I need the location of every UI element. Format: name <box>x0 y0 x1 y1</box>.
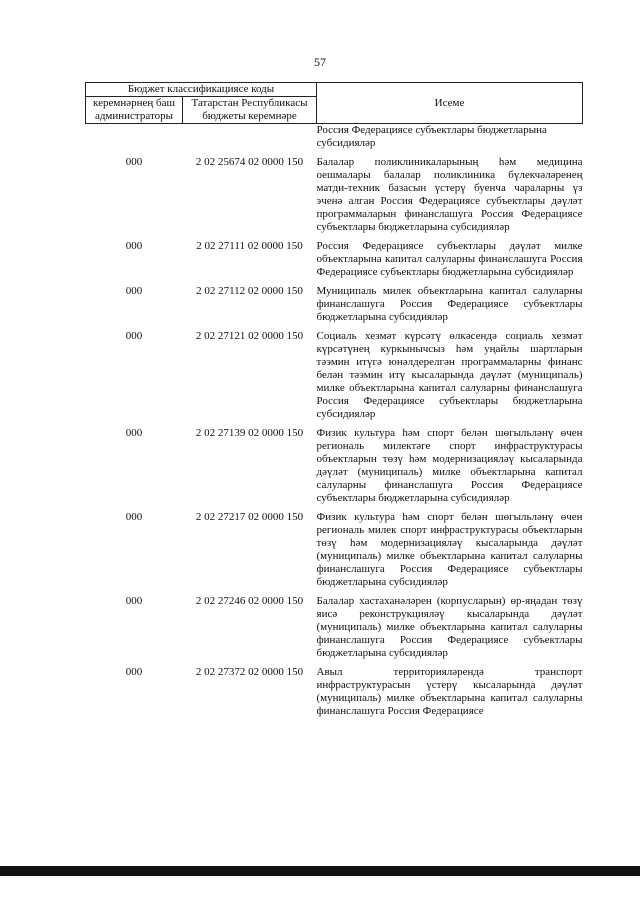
table-row <box>86 156 583 234</box>
table-row <box>86 330 583 421</box>
revenue-name: Балалар хастаханәләрен (корпусларын) өр-яңадан төзү яисә реконструкцияләү кысаларында дәүләт (муниципаль) милке объектларына капитал салуларны финанслашуга Россия Федерациясе субъектлары бюджетларына субсидияләр <box>316 595 583 659</box>
table-row <box>86 511 583 589</box>
table-header <box>86 83 583 124</box>
table-row <box>86 666 583 718</box>
revenue-name: Авыл территорияләрендә транспорт инфраструктурасын үстерү кысаларында дәүләт (муниципаль) милке объектларына капитал салуларны финанслашуга Россия Федерациясе <box>316 666 583 717</box>
header-group-budget-classification-code: Бюджет классификациясе коды <box>86 83 317 97</box>
scan-bottom-edge <box>0 866 640 876</box>
revenue-name: Балалар поликлиникаларының һәм медицина оешмалары балалар поликлиника бүлекчәләренең матди-техник базасын үстерү буенча чараларны үз эченә алган Россия Федерациясе субъектлары дәүләт программаларын финанслашуга Россия Федерациясе субъектлары бюджетларына субсидияләр <box>316 156 583 233</box>
budget-code: 2 02 25674 02 0000 150 <box>195 156 304 168</box>
revenue-name: Муниципаль милек объектларына капитал салуларны финанслашуга Россия Федерациясе субъектлары бюджетларына субсидияләр <box>316 285 583 323</box>
header-budget-revenue: Татарстан Республикасы бюджеты керемнәре <box>183 97 317 124</box>
admin-code: 000 <box>125 427 143 439</box>
revenue-name: Физик культура һәм спорт белән шөгыльләнү өчен региональ милек спорт инфраструктурасы объектларын төзү һәм модернизацияләү кысаларында дәүләт (муниципаль) милке объектларына капитал салуларны финанслашуга Россия Федерациясе субъектлары бюджетларына субсидияләр <box>316 511 583 588</box>
admin-code: 000 <box>125 330 143 342</box>
header-name: Исеме <box>317 83 583 124</box>
budget-code: 2 02 27111 02 0000 150 <box>196 240 303 252</box>
budget-code: 2 02 27112 02 0000 150 <box>196 285 303 297</box>
continuation-text: Россия Федерациясе субъектлары бюджетларына субсидияләр <box>316 124 547 149</box>
page-number: 57 <box>314 55 326 69</box>
admin-code: 000 <box>125 511 143 523</box>
table-row <box>86 240 583 279</box>
budget-code: 2 02 27246 02 0000 150 <box>195 595 304 607</box>
table-body <box>86 124 583 719</box>
budget-classification-table <box>85 82 583 718</box>
admin-code: 000 <box>125 595 143 607</box>
admin-code: 000 <box>125 240 143 252</box>
admin-code: 000 <box>125 156 143 168</box>
table-row-continuation <box>86 124 583 151</box>
table-row <box>86 285 583 324</box>
budget-code: 2 02 27139 02 0000 150 <box>195 427 304 439</box>
budget-code: 2 02 27121 02 0000 150 <box>195 330 304 342</box>
admin-code: 000 <box>125 285 143 297</box>
budget-code: 2 02 27372 02 0000 150 <box>195 666 304 678</box>
budget-code: 2 02 27217 02 0000 150 <box>195 511 304 523</box>
table-row <box>86 427 583 505</box>
revenue-name: Социаль хезмәт күрсәтү өлкәсендә социаль хезмәт күрсәтүнең куркынычсыз һәм уңайлы шартларын тәэмин итүгә юнәлдерелгән программаларны финанс белән тәэмин итү кысаларында дәүләт (муниципаль) милке объектларына капитал салуларны финанслашуга Россия Федерациясе субъектлары бюджетларына субсидияләр <box>316 330 583 420</box>
header-admin: керемнәрнең баш администраторы <box>86 97 183 124</box>
revenue-name: Физик культура һәм спорт белән шөгыльләнү өчен региональ милектәге спорт инфраструктурасы объектларын төзү һәм модернизацияләү кысаларында дәүләт (муниципаль) милке объектларына капитал салуларны финанслашуга Россия Федерациясе субъектлары бюджетларына субсидияләр <box>316 427 583 504</box>
revenue-name: Россия Федерациясе субъектлары дәүләт милке объектларына капитал салуларны финанслашуга Россия Федерациясе субъектлары бюджетларына субсидияләр <box>316 240 583 278</box>
table-row <box>86 595 583 660</box>
admin-code: 000 <box>125 666 143 678</box>
